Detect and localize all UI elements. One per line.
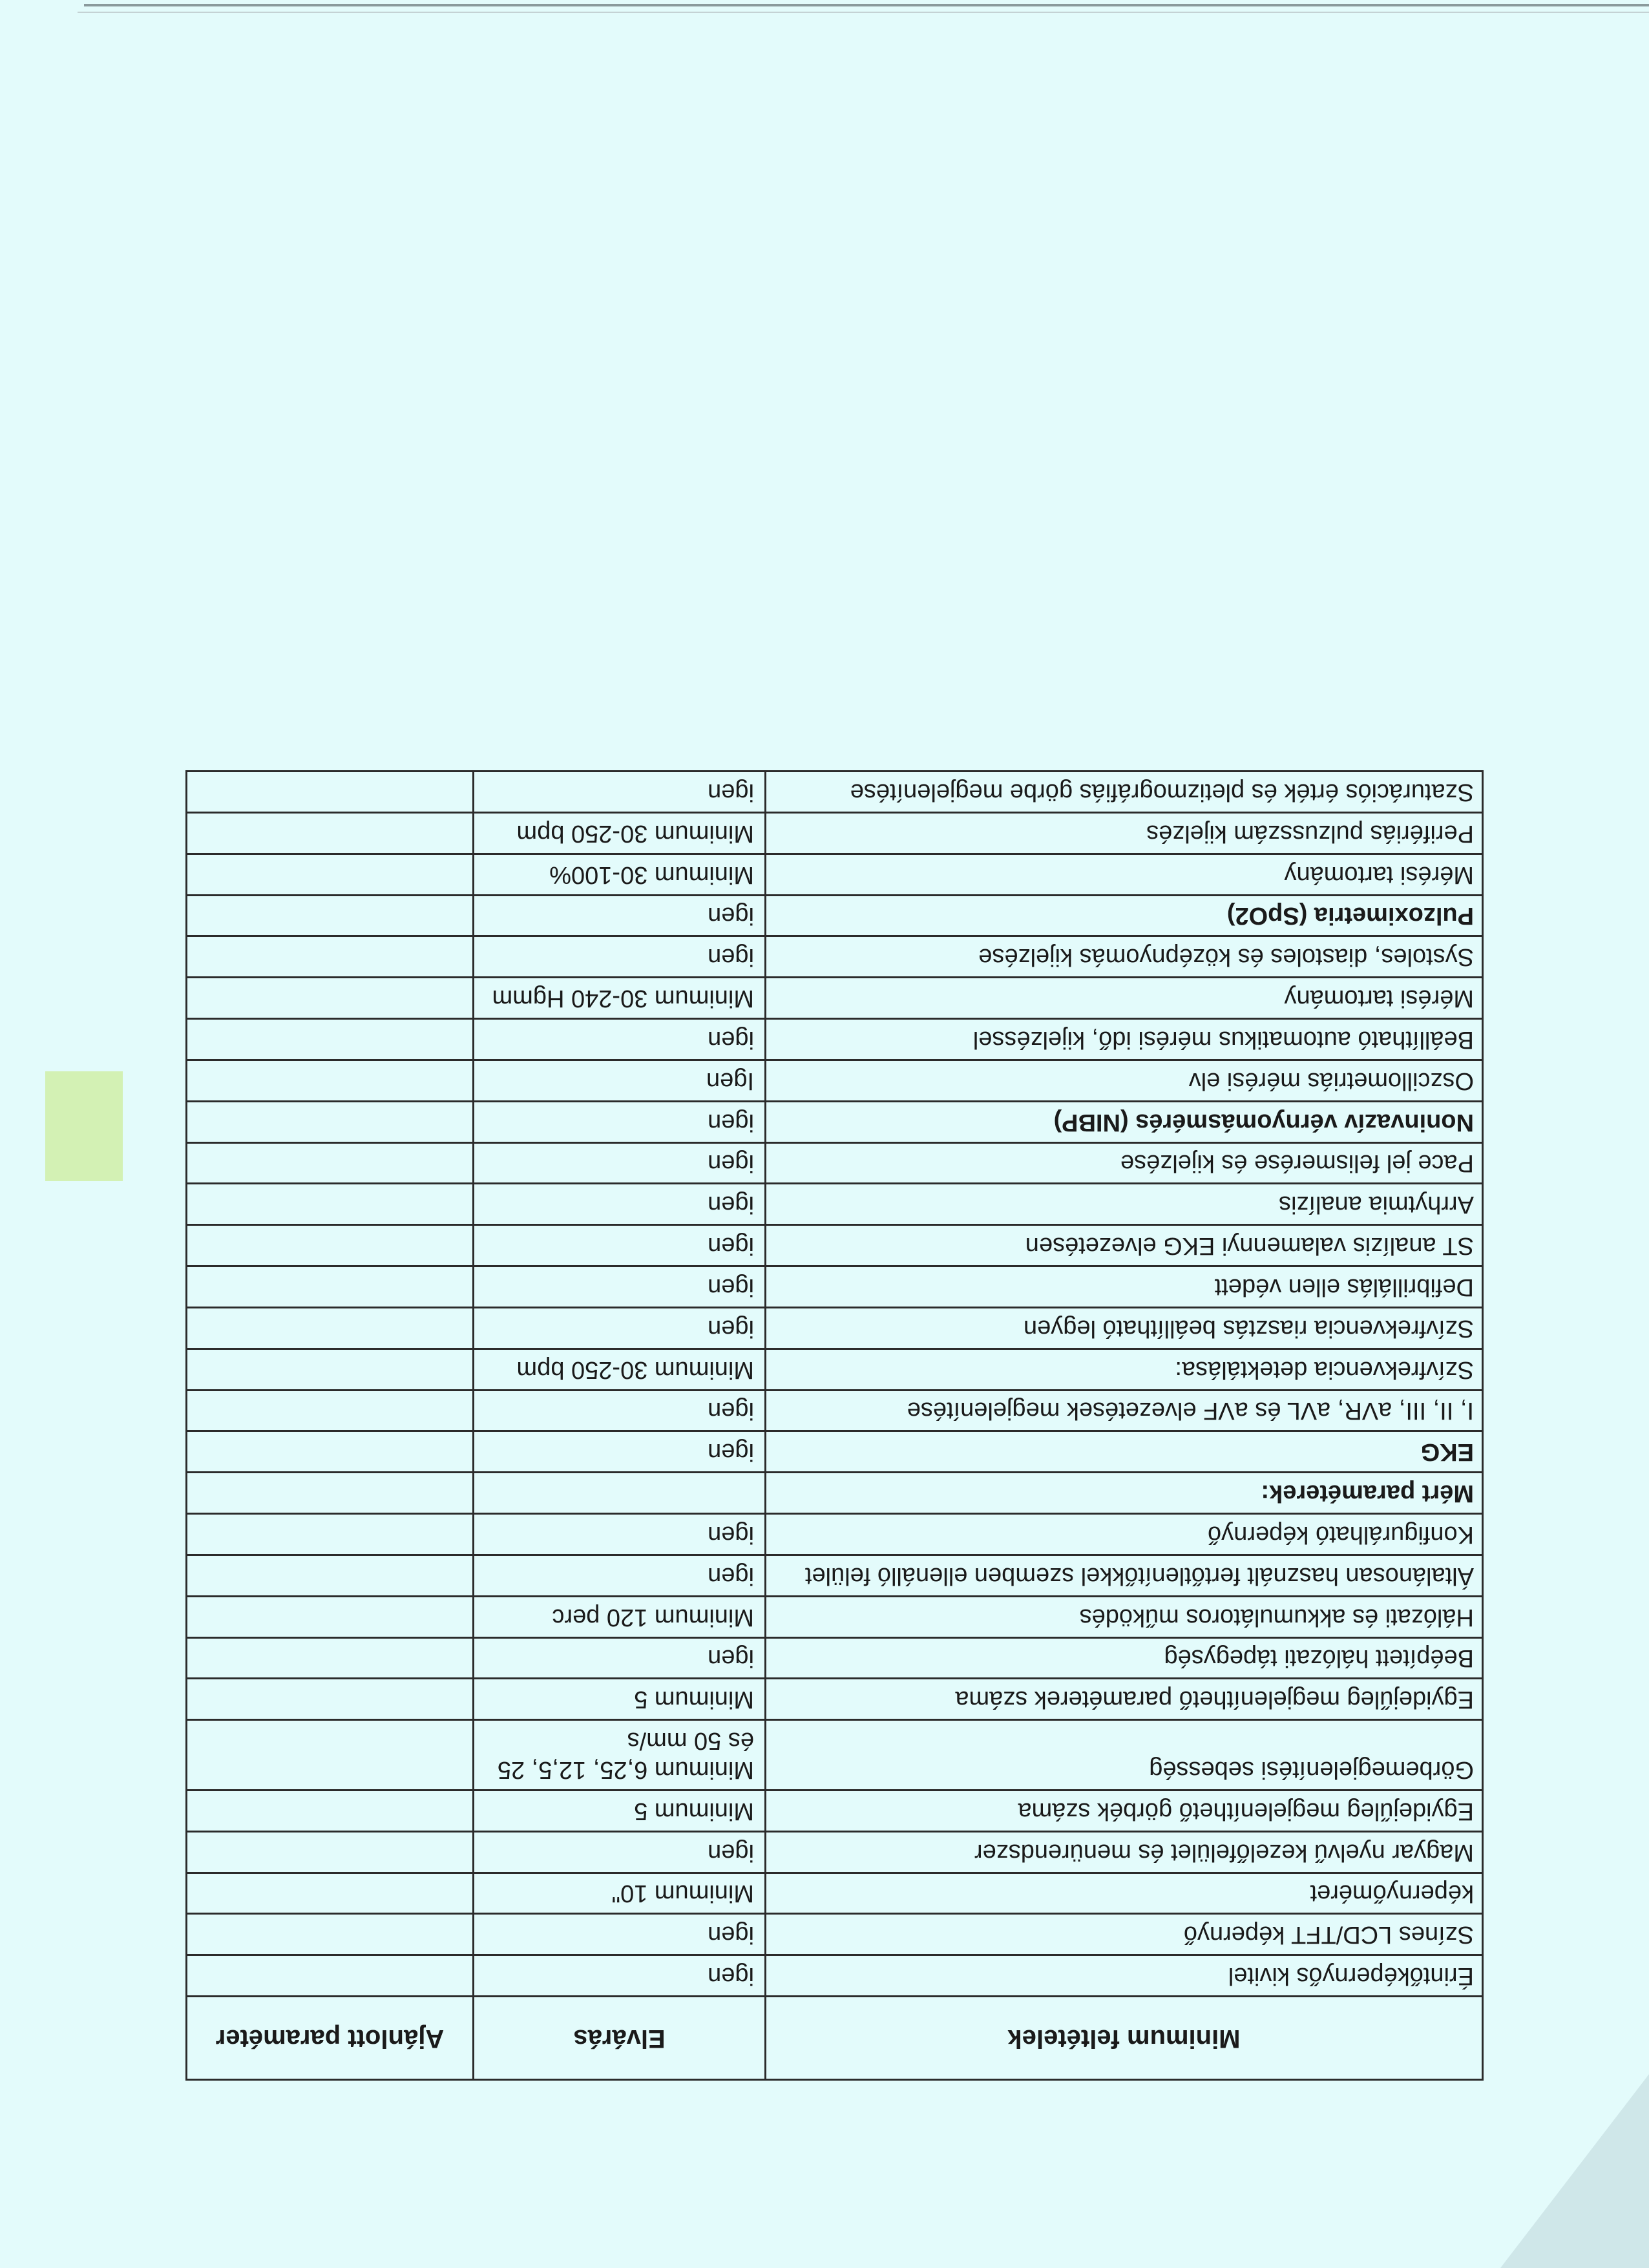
cell-recommended (187, 1914, 474, 1955)
table-row (187, 1955, 1483, 1997)
table-row (187, 1873, 1483, 1914)
cell-expectation: igen (474, 1514, 766, 1555)
cell-condition: Mérési tartomány (766, 854, 1483, 895)
cell-condition: Arrhytmia analízis (766, 1184, 1483, 1225)
cell-expectation: igen (474, 1637, 766, 1679)
cell-condition: Noninvazív vérnyomásmérés (NIBP) (766, 1101, 1483, 1142)
cell-condition: Hálózati és akkumulátoros működés (766, 1596, 1483, 1637)
cell-recommended (187, 1307, 474, 1349)
cell-recommended (187, 1142, 474, 1184)
table-row (187, 895, 1483, 936)
table-row (187, 1307, 1483, 1349)
table-row (187, 1019, 1483, 1060)
cell-expectation: Minimum 30-240 Hgmm (474, 978, 766, 1019)
cell-expectation: igen (474, 895, 766, 936)
cell-recommended (187, 895, 474, 936)
cell-condition: Szívfrekvencia detektálása: (766, 1349, 1483, 1390)
cell-expectation: igen (474, 1431, 766, 1473)
cell-condition: Beállítható automatikus mérési idő, kijelzéssel (766, 1019, 1483, 1060)
cell-recommended (187, 1720, 474, 1790)
table-row (187, 1431, 1483, 1473)
cell-recommended (187, 978, 474, 1019)
cell-condition: Egyidejűleg megjeleníthető paraméterek száma (766, 1679, 1483, 1720)
table-row (187, 1349, 1483, 1390)
cell-expectation: igen (474, 1266, 766, 1308)
table-row (187, 1914, 1483, 1955)
cell-expectation: igen (474, 772, 766, 813)
cell-condition: Érintőképernyős kivitel (766, 1955, 1483, 1997)
cell-recommended (187, 1679, 474, 1720)
cell-condition: Systoles, diastoles és középnyomás kijelzése (766, 936, 1483, 978)
table-row (187, 1831, 1483, 1873)
cell-recommended (187, 1225, 474, 1266)
cell-recommended (187, 812, 474, 854)
cell-recommended (187, 1955, 474, 1997)
cell-recommended (187, 1514, 474, 1555)
cell-condition: Perifériás pulzusszám kijelzés (766, 812, 1483, 854)
table-row (187, 1142, 1483, 1184)
cell-condition: Pace jel felismerése és kijelzése (766, 1142, 1483, 1184)
cell-condition: Görbemegjelenítési sebesség (766, 1720, 1483, 1790)
cell-expectation: Minimum 30-100% (474, 854, 766, 895)
cell-recommended (187, 1101, 474, 1142)
cell-condition: Színes LCD/TFT képernyő (766, 1914, 1483, 1955)
table-row (187, 772, 1483, 813)
cell-condition: Általánosan használt fertőtlenítőkkel szemben ellenálló felület (766, 1555, 1483, 1596)
table-row (187, 1473, 1483, 1514)
cell-condition: Egyidejűleg megjeleníthető görbék száma (766, 1790, 1483, 1831)
cell-expectation: Igen (474, 1060, 766, 1101)
cell-recommended (187, 1555, 474, 1596)
header-minimum-conditions: Minimum feltételek (766, 1997, 1483, 2080)
cell-expectation: Minimum 5 (474, 1790, 766, 1831)
cell-condition: Beépített hálózati tápegység (766, 1637, 1483, 1679)
cell-expectation: Minimum 30-250 bpm (474, 1349, 766, 1390)
cell-recommended (187, 1831, 474, 1873)
cell-expectation: Minimum 5 (474, 1679, 766, 1720)
cell-expectation: igen (474, 1831, 766, 1873)
table-row (187, 1720, 1483, 1790)
cell-expectation: igen (474, 1225, 766, 1266)
cell-expectation: Minimum 30-250 bpm (474, 812, 766, 854)
cell-recommended (187, 1390, 474, 1431)
cell-condition: Szívfrekvencia riasztás beállítható legyen (766, 1307, 1483, 1349)
cell-recommended (187, 936, 474, 978)
cell-expectation: Minimum 120 perc (474, 1596, 766, 1637)
requirements-table (185, 770, 1484, 2081)
cell-recommended (187, 772, 474, 813)
cell-condition: Pulzoximetria (SpO2) (766, 895, 1483, 936)
cell-recommended (187, 1060, 474, 1101)
cell-expectation: Minimum 6,25, 12,5, 25 és 50 mm/s (474, 1720, 766, 1790)
cell-condition: képernyőméret (766, 1873, 1483, 1914)
table-row (187, 936, 1483, 978)
table-row (187, 1225, 1483, 1266)
table-row (187, 1060, 1483, 1101)
cell-recommended (187, 1019, 474, 1060)
table-row (187, 1390, 1483, 1431)
table-row (187, 978, 1483, 1019)
cell-expectation: igen (474, 1307, 766, 1349)
cell-recommended (187, 1473, 474, 1514)
cell-condition: I, II, III, aVR, aVL és aVF elvezetések megjelenítése (766, 1390, 1483, 1431)
cell-expectation: igen (474, 1184, 766, 1225)
cell-condition: ST analízis valamennyi EKG elvezetésen (766, 1225, 1483, 1266)
cell-recommended (187, 1873, 474, 1914)
table-row (187, 1101, 1483, 1142)
cell-recommended (187, 1790, 474, 1831)
table-row (187, 812, 1483, 854)
cell-recommended (187, 1266, 474, 1308)
table-row (187, 1184, 1483, 1225)
cell-condition: Szaturációs érték és pletizmográfiás görbe megjelenítése (766, 772, 1483, 813)
table-row (187, 1266, 1483, 1308)
table-row (187, 854, 1483, 895)
table-row (187, 1514, 1483, 1555)
cell-expectation: Minimum 10" (474, 1873, 766, 1914)
table-body (187, 772, 1483, 1997)
cell-expectation: igen (474, 1390, 766, 1431)
cell-expectation: igen (474, 1955, 766, 1997)
cell-recommended (187, 854, 474, 895)
cell-recommended (187, 1431, 474, 1473)
cell-recommended (187, 1349, 474, 1390)
cell-condition: Defibrillálás ellen védett (766, 1266, 1483, 1308)
cell-condition: EKG (766, 1431, 1483, 1473)
cell-condition: Mért paraméterek: (766, 1473, 1483, 1514)
cell-expectation: igen (474, 1019, 766, 1060)
table-row (187, 1596, 1483, 1637)
cell-expectation (474, 1473, 766, 1514)
cell-condition: Oszcillometriás mérési elv (766, 1060, 1483, 1101)
cell-expectation: igen (474, 1101, 766, 1142)
header-expectation: Elvárás (474, 1997, 766, 2080)
table-row (187, 1637, 1483, 1679)
cell-recommended (187, 1637, 474, 1679)
cell-expectation: igen (474, 1142, 766, 1184)
cell-recommended (187, 1596, 474, 1637)
table-row (187, 1679, 1483, 1720)
table-row (187, 1555, 1483, 1596)
table-header-row (187, 1997, 1483, 2080)
cell-recommended (187, 1184, 474, 1225)
cell-condition: Magyar nyelvű kezelőfelület és menürendszer (766, 1831, 1483, 1873)
cell-expectation: igen (474, 1914, 766, 1955)
cell-condition: Mérési tartomány (766, 978, 1483, 1019)
table-row (187, 1790, 1483, 1831)
cell-condition: Konfigurálható képernyő (766, 1514, 1483, 1555)
header-recommended-parameter: Ajánlott paraméter (187, 1997, 474, 2080)
cell-expectation: igen (474, 1555, 766, 1596)
cell-expectation: igen (474, 936, 766, 978)
